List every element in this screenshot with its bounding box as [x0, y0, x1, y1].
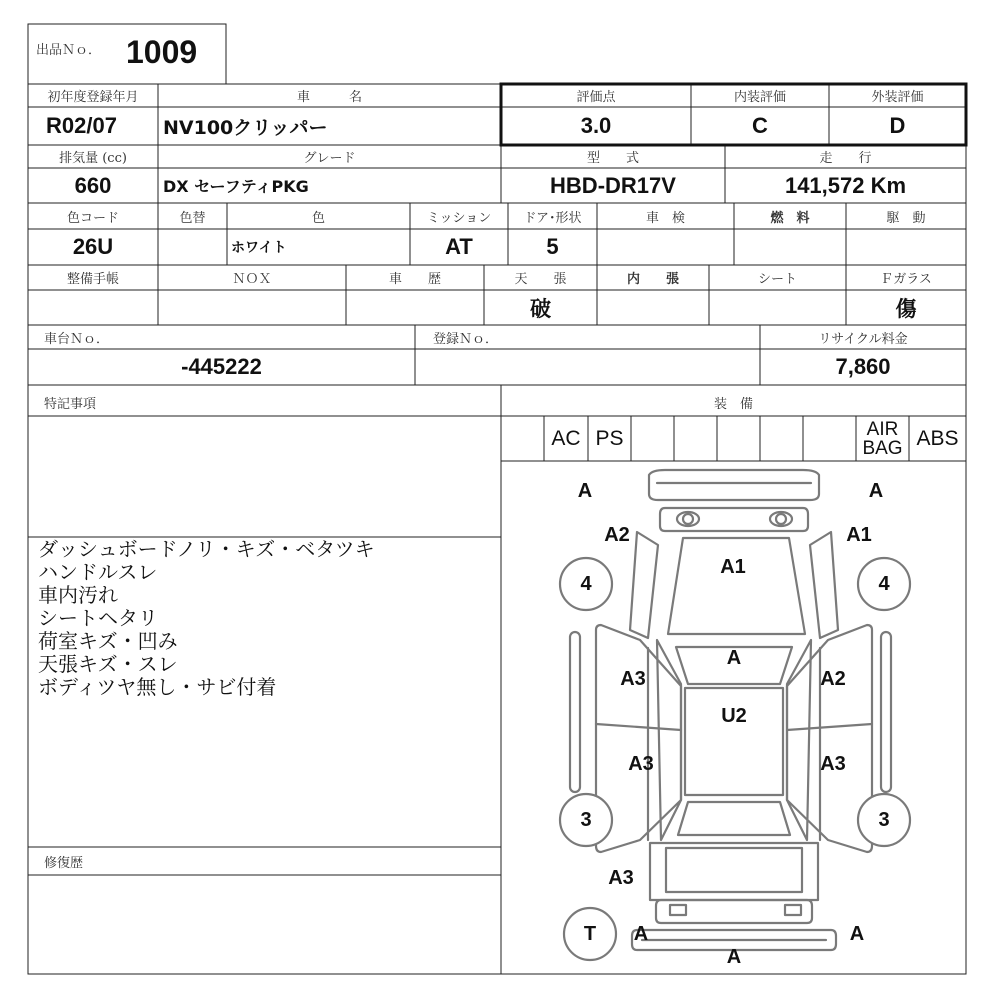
code-fender-front-right: A1	[846, 523, 872, 546]
score-value: 3.0	[580, 113, 612, 138]
interior-grade-value: C	[752, 113, 768, 138]
spare-tire-label: T	[583, 922, 597, 945]
transmission-label: ミッション	[426, 210, 492, 226]
code-rear-right: A	[849, 922, 865, 945]
code-wheel-front-left: 4	[580, 572, 592, 595]
code-fender-front-left: A2	[604, 523, 630, 546]
color-code-label: 色コード	[66, 210, 119, 226]
code-door-front-right: A2	[820, 667, 846, 690]
equipment-label: 装 備	[713, 396, 753, 412]
code-roof: U2	[721, 704, 747, 727]
interior-grade-label: 内装評価	[733, 90, 786, 105]
front-glass-value: 傷	[895, 295, 917, 321]
front-glass-label: Ｆガラス	[880, 272, 932, 287]
recycle-fee-value: 7,860	[835, 354, 891, 379]
repair-history-label: 修復歴	[44, 855, 84, 871]
code-wheel-rear-right: 3	[878, 808, 890, 831]
equipment-ps: PS	[595, 426, 624, 450]
lot-number: 1009	[126, 33, 198, 70]
model-code-label: 型 式	[586, 151, 639, 166]
notes-label: 特記事項	[44, 396, 97, 412]
ceiling-value: 破	[530, 295, 551, 321]
displacement-label: 排気量 (cc)	[59, 151, 127, 166]
note-line: ボディツヤ無し・サビ付着	[38, 675, 277, 699]
note-line: シートヘタリ	[38, 606, 158, 630]
note-line: 天張キズ・スレ	[38, 652, 178, 676]
transmission-value: AT	[445, 234, 473, 259]
code-back-door: A3	[608, 866, 634, 889]
exterior-grade-label: 外装評価	[871, 90, 924, 105]
vehicle-history-label: 車 歴	[388, 272, 441, 287]
equipment-abs: ABS	[916, 426, 959, 450]
inspection-label: 車 検	[645, 210, 685, 226]
car-name-value: NV100クリッパー	[163, 116, 328, 139]
doors-value: 5	[546, 234, 559, 259]
first-registration-value: R02/07	[46, 113, 117, 138]
repaint-label: 色替	[179, 210, 206, 226]
car-name-label: 車 名	[296, 90, 362, 105]
code-front-right: A	[868, 479, 884, 502]
note-line: ダッシュボードノリ・キズ・ベタツキ	[38, 537, 375, 561]
grade-value: DX セーフティPKG	[163, 177, 309, 196]
code-door-front-left: A3	[620, 667, 646, 690]
ceiling-label: 天 張	[514, 272, 567, 287]
note-line: ハンドルスレ	[38, 560, 158, 584]
code-door-rear-left: A3	[628, 752, 654, 775]
equipment-airbag: AIR BAG	[862, 418, 903, 459]
color-code-value: 26U	[72, 234, 114, 259]
seat-label: シート	[757, 272, 797, 287]
chassis-number-value: -445222	[181, 354, 262, 379]
chassis-number-label: 車台Ｎｏ．	[44, 331, 110, 347]
code-rear-left: A	[633, 922, 649, 945]
equipment-ac: AC	[551, 426, 581, 450]
code-roof-front: A	[726, 646, 742, 669]
fuel-label: 燃 料	[770, 210, 810, 226]
code-door-rear-right: A3	[820, 752, 846, 775]
code-rear-bottom: A	[726, 945, 742, 968]
exterior-grade-value: D	[889, 113, 906, 138]
nox-label: ＮＯＸ	[232, 272, 272, 287]
interior-trim-label: 内 張	[626, 272, 679, 287]
drive-label: 駆 動	[886, 210, 926, 226]
code-wheel-rear-left: 3	[580, 808, 592, 831]
note-line: 荷室キズ・凹み	[38, 629, 178, 653]
displacement-value: 660	[74, 172, 112, 198]
note-line: 車内汚れ	[38, 583, 118, 607]
mileage-label: 走 行	[819, 151, 872, 166]
score-label: 評価点	[576, 90, 616, 105]
first-registration-label: 初年度登録年月	[47, 90, 139, 105]
doors-label: ドア･形状	[523, 210, 582, 226]
registration-number-label: 登録Ｎｏ．	[433, 331, 499, 347]
model-code-value: HBD-DR17V	[550, 172, 676, 198]
code-hood: A1	[720, 555, 746, 578]
recycle-fee-label: リサイクル料金	[818, 331, 908, 347]
color-value: ホワイト	[231, 240, 287, 256]
service-record-label: 整備手帳	[66, 272, 119, 287]
code-front-left: A	[577, 479, 593, 502]
code-wheel-front-right: 4	[878, 572, 890, 595]
lot-number-label: 出品Ｎｏ．	[36, 42, 102, 58]
grade-label: グレード	[303, 151, 356, 166]
color-label: 色	[311, 210, 325, 226]
mileage-value: 141,572 Km	[784, 172, 907, 198]
